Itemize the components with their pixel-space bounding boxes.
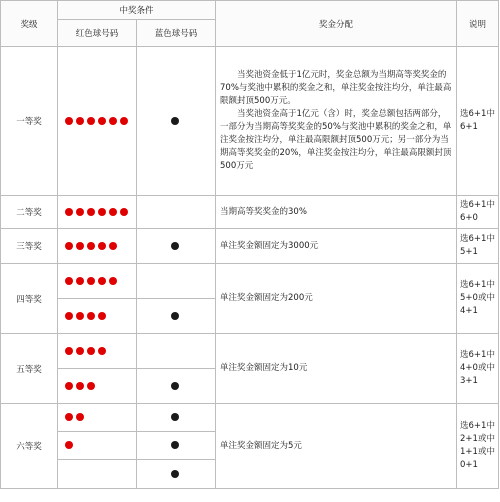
red-ball-icon	[65, 441, 73, 449]
red-ball-icon	[120, 117, 128, 125]
red-ball-icon	[87, 208, 95, 216]
blue-balls	[137, 334, 216, 369]
header-allocation: 奖金分配	[216, 1, 457, 47]
prize-row-6a	[1, 404, 499, 432]
red-ball-icon	[76, 208, 84, 216]
prize-allocation: 单注奖金额固定为5元	[216, 404, 457, 489]
blue-balls	[137, 264, 216, 299]
prize-allocation: 单注奖金额固定为3000元	[216, 229, 457, 264]
red-ball-icon	[98, 242, 106, 250]
prize-level: 六等奖	[1, 404, 58, 489]
red-balls	[58, 229, 137, 264]
red-ball-icon	[65, 413, 73, 421]
blue-balls	[137, 432, 216, 460]
prize-note: 选6+1中2+1或中1+1或中0+1	[457, 404, 499, 489]
header-row	[1, 1, 499, 20]
prize-allocation: 单注奖金额固定为200元	[216, 264, 457, 334]
prize-row-2	[1, 196, 499, 229]
blue-balls	[137, 299, 216, 334]
header-red: 红色球号码	[58, 20, 137, 47]
red-balls	[58, 264, 137, 299]
red-balls	[58, 432, 137, 460]
header-blue: 蓝色球号码	[137, 20, 216, 47]
header-condition: 中奖条件	[58, 1, 216, 20]
red-ball-icon	[120, 208, 128, 216]
header-note: 说明	[457, 1, 499, 47]
prize-allocation: 单注奖金额固定为10元	[216, 334, 457, 404]
blue-balls	[137, 196, 216, 229]
red-ball-icon	[109, 277, 117, 285]
red-ball-icon	[76, 347, 84, 355]
red-ball-icon	[65, 277, 73, 285]
blue-ball-icon	[171, 470, 179, 478]
prize-level: 一等奖	[1, 47, 58, 196]
red-ball-icon	[65, 347, 73, 355]
red-balls	[58, 334, 137, 369]
red-ball-icon	[98, 347, 106, 355]
red-ball-icon	[87, 382, 95, 390]
red-ball-icon	[76, 413, 84, 421]
blue-ball-icon	[171, 242, 179, 250]
red-ball-icon	[87, 347, 95, 355]
blue-ball-icon	[171, 413, 179, 421]
red-ball-icon	[76, 117, 84, 125]
red-ball-icon	[98, 312, 106, 320]
prize-row-4a	[1, 264, 499, 299]
prize-allocation	[216, 47, 457, 196]
red-ball-icon	[76, 312, 84, 320]
red-balls	[58, 369, 137, 404]
red-ball-icon	[98, 277, 106, 285]
red-balls	[58, 404, 137, 432]
blue-ball-icon	[171, 382, 179, 390]
red-ball-icon	[65, 382, 73, 390]
red-balls	[58, 460, 137, 489]
red-balls	[58, 196, 137, 229]
prize-allocation: 当期高等奖奖金的30%	[216, 196, 457, 229]
blue-balls	[137, 369, 216, 404]
prize-note: 选6+1中4+0或中3+1	[457, 334, 499, 404]
prize-level: 三等奖	[1, 229, 58, 264]
red-balls	[58, 299, 137, 334]
blue-ball-icon	[171, 117, 179, 125]
prize-note: 选6+1中5+0或中4+1	[457, 264, 499, 334]
blue-ball-icon	[171, 441, 179, 449]
prize-level: 五等奖	[1, 334, 58, 404]
red-ball-icon	[87, 277, 95, 285]
red-ball-icon	[87, 117, 95, 125]
blue-balls	[137, 460, 216, 489]
red-ball-icon	[87, 242, 95, 250]
red-ball-icon	[65, 117, 73, 125]
red-ball-icon	[65, 312, 73, 320]
prize-note: 选6+1中5+1	[457, 229, 499, 264]
blue-ball-icon	[171, 312, 179, 320]
prize-row-5a	[1, 334, 499, 369]
red-ball-icon	[87, 312, 95, 320]
header-level: 奖级	[1, 1, 58, 47]
prize-row-3	[1, 229, 499, 264]
prize-row-1	[1, 47, 499, 196]
prize-note: 选6+1中6+0	[457, 196, 499, 229]
red-ball-icon	[65, 208, 73, 216]
red-ball-icon	[76, 382, 84, 390]
prize-level: 二等奖	[1, 196, 58, 229]
blue-balls	[137, 404, 216, 432]
red-ball-icon	[109, 242, 117, 250]
allocation-paragraph-2: 当奖池资金高于1亿元（含）时，奖金总额包括两部分，一部分为当期高等奖奖金的50%与奖池中累积的奖金之和，单注奖金按注均分，单注最高限额封顶500万元；另一部分为当期高等奖奖金的20%，单注奖金按注均分，单注最高限额封顶500万元	[220, 109, 452, 171]
red-ball-icon	[76, 242, 84, 250]
allocation-paragraph-1: 当奖池资金低于1亿元时，奖金总额为当期高等奖奖金的70%与奖池中累积的奖金之和，单注奖金按注均分，单注最高限额封顶500万元。	[220, 70, 452, 106]
blue-balls	[137, 47, 216, 196]
red-ball-icon	[98, 208, 106, 216]
red-ball-icon	[65, 242, 73, 250]
red-ball-icon	[109, 208, 117, 216]
blue-balls	[137, 229, 216, 264]
prize-note: 选6+1中6+1	[457, 47, 499, 196]
red-ball-icon	[98, 117, 106, 125]
red-ball-icon	[76, 277, 84, 285]
red-ball-icon	[109, 117, 117, 125]
red-balls	[58, 47, 137, 196]
prize-level: 四等奖	[1, 264, 58, 334]
